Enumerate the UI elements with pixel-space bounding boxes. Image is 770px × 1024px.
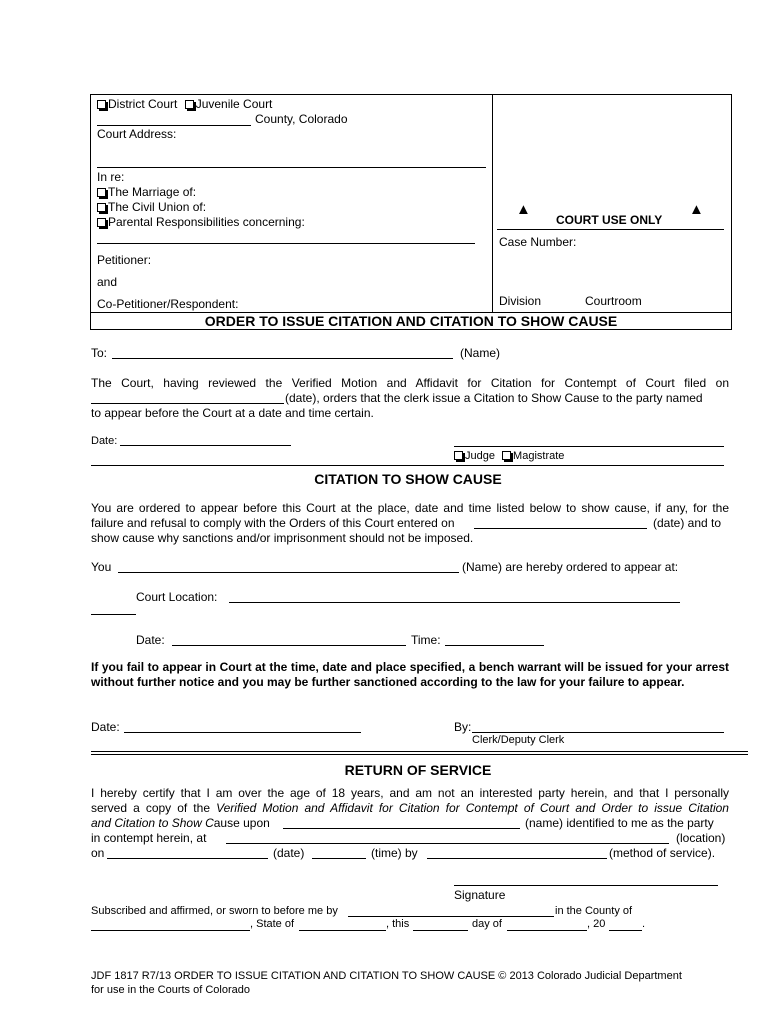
up-arrow-icon-left: ▲ xyxy=(516,201,531,218)
citation-heading: CITATION TO SHOW CAUSE xyxy=(314,471,502,487)
form-title: ORDER TO ISSUE CITATION AND CITATION TO SHOW CAUSE xyxy=(204,313,618,329)
service-line2: served a copy of the Verified Motion and Affidavit for Citation for Contempt of Court and Order to issue Citation xyxy=(91,801,729,815)
court-location-field[interactable] xyxy=(229,602,680,603)
order-date-field[interactable] xyxy=(120,445,291,446)
service-line5c: (time) by xyxy=(371,846,418,860)
service-line1: I hereby certify that I am over the age of 18 years, and am not an interested party herein, and that I personally xyxy=(91,786,729,800)
court-use-divider xyxy=(497,229,724,230)
juvenile-court-checkbox[interactable] xyxy=(185,100,194,109)
judicial-officer-options: Judge Magistrate xyxy=(454,450,564,462)
county-name-field[interactable] xyxy=(97,125,251,126)
in-re-label: In re: xyxy=(97,170,125,184)
server-signature-field[interactable] xyxy=(454,885,718,886)
notary-county-field[interactable] xyxy=(91,930,250,931)
courtroom-label: Courtroom xyxy=(585,294,642,308)
to-name-caption: (Name) xyxy=(460,346,501,360)
orders-date-field[interactable] xyxy=(474,528,647,529)
judge-signature-field[interactable] xyxy=(454,446,724,447)
appear-time-label: Time: xyxy=(411,633,441,647)
return-of-service-heading: RETURN OF SERVICE xyxy=(344,762,492,778)
service-line5d: (method of service). xyxy=(609,846,716,860)
notary-end-period: . xyxy=(642,918,646,930)
you-suffix: (Name) are hereby ordered to appear at: xyxy=(462,560,679,574)
clerk-date-field[interactable] xyxy=(124,732,361,733)
appear-date-label: Date: xyxy=(136,633,165,647)
service-line3c: (name) identified to me as the party xyxy=(525,816,714,830)
state-of-label: , State of xyxy=(250,918,295,930)
to-label: To: xyxy=(91,346,108,360)
served-name-field[interactable] xyxy=(283,828,520,829)
you-label: You xyxy=(91,560,112,574)
footer-line2: for use in the Courts of Colorado xyxy=(91,984,250,996)
citation-paragraph-line2b: (date) and to xyxy=(653,516,722,530)
you-name-field[interactable] xyxy=(118,572,459,573)
in-county-label: in the County of xyxy=(555,905,633,917)
section-divider-2a xyxy=(91,751,748,752)
appear-date-field[interactable] xyxy=(172,645,406,646)
judge-checkbox[interactable] xyxy=(454,451,463,460)
service-line3a: and Citation to Show Cause upon xyxy=(91,816,270,830)
co-petitioner-label: Co-Petitioner/Respondent: xyxy=(97,297,239,311)
clerk-label: Clerk/Deputy Clerk xyxy=(472,734,565,746)
citation-paragraph-line1: You are ordered to appear before this Court at the place, date and time listed below to show cause, if any, for the xyxy=(91,501,729,515)
year-label: , 20 xyxy=(587,918,606,930)
district-court-checkbox[interactable] xyxy=(97,100,106,109)
to-name-field[interactable] xyxy=(112,358,453,359)
magistrate-checkbox[interactable] xyxy=(502,451,511,460)
court-address-label: Court Address: xyxy=(97,127,177,141)
by-label: By: xyxy=(454,720,472,734)
county-suffix: County, Colorado xyxy=(255,112,348,126)
option-civil-union: The Civil Union of: xyxy=(97,200,206,214)
served-time-field[interactable] xyxy=(312,858,366,859)
bench-warrant-warning: If you fail to appear in Court at the time, date and place specified, a bench warrant will be issued for your arrest without further notice and you may be further sanctioned according to the law for your failure to appear. xyxy=(91,660,729,689)
section-divider-2b xyxy=(91,754,748,755)
subscribed-label: Subscribed and affirmed, or sworn to before me by xyxy=(91,905,338,917)
citation-paragraph-line2a: failure and refusal to comply with the Orders of this Court entered on xyxy=(91,516,455,530)
this-label: , this xyxy=(386,918,410,930)
court-use-only-label: COURT USE ONLY xyxy=(556,213,663,227)
subscribed-by-field[interactable] xyxy=(348,916,554,917)
notary-month-field[interactable] xyxy=(507,930,587,931)
service-line5a: on xyxy=(91,846,105,860)
parental-checkbox[interactable] xyxy=(97,218,106,227)
court-location-field-cont[interactable] xyxy=(91,614,136,615)
service-line4b: (location) xyxy=(676,831,726,845)
notary-year-field[interactable] xyxy=(609,930,642,931)
signature-label: Signature xyxy=(454,888,506,902)
notary-day-field[interactable] xyxy=(413,930,468,931)
clerk-date-label: Date: xyxy=(91,720,120,734)
motion-date-field[interactable] xyxy=(91,403,284,404)
parties-field[interactable] xyxy=(97,243,475,244)
petitioner-label: Petitioner: xyxy=(97,253,152,267)
court-location-label: Court Location: xyxy=(136,590,218,604)
caption-divider xyxy=(492,94,493,312)
option-marriage: The Marriage of: xyxy=(97,185,196,199)
service-line4a: in contempt herein, at xyxy=(91,831,207,845)
service-method-field[interactable] xyxy=(427,858,607,859)
case-number-label: Case Number: xyxy=(499,235,577,249)
order-paragraph-line3: to appear before the Court at a date and time certain. xyxy=(91,406,374,420)
court-type-row: District Court Juvenile Court xyxy=(97,97,272,111)
appear-time-field[interactable] xyxy=(445,645,544,646)
footer-line1: JDF 1817 R7/13 ORDER TO ISSUE CITATION AND CITATION TO SHOW CAUSE © 2013 Colorado Judicial Department xyxy=(91,970,682,982)
order-paragraph-line1: The Court, having reviewed the Verified Motion and Affidavit for Citation for Contempt of Court filed on xyxy=(91,376,729,390)
and-label: and xyxy=(97,275,118,289)
order-date-label: Date: xyxy=(91,435,118,447)
option-parental: Parental Responsibilities concerning: xyxy=(97,215,305,229)
court-address-field[interactable] xyxy=(97,167,486,168)
marriage-checkbox[interactable] xyxy=(97,188,106,197)
service-line5b: (date) xyxy=(273,846,305,860)
clerk-signature-field[interactable] xyxy=(472,732,724,733)
notary-state-field[interactable] xyxy=(299,930,386,931)
section-divider-1 xyxy=(91,465,724,466)
division-label: Division xyxy=(499,294,542,308)
served-date-field[interactable] xyxy=(107,858,268,859)
order-paragraph-line2: (date), orders that the clerk issue a Citation to Show Cause to the party named xyxy=(285,391,703,405)
day-of-label: day of xyxy=(472,918,502,930)
up-arrow-icon-right: ▲ xyxy=(689,201,704,218)
citation-paragraph-line3: show cause why sanctions and/or imprisonment should not be imposed. xyxy=(91,531,474,545)
served-location-field[interactable] xyxy=(226,843,669,844)
civil-union-checkbox[interactable] xyxy=(97,203,106,212)
